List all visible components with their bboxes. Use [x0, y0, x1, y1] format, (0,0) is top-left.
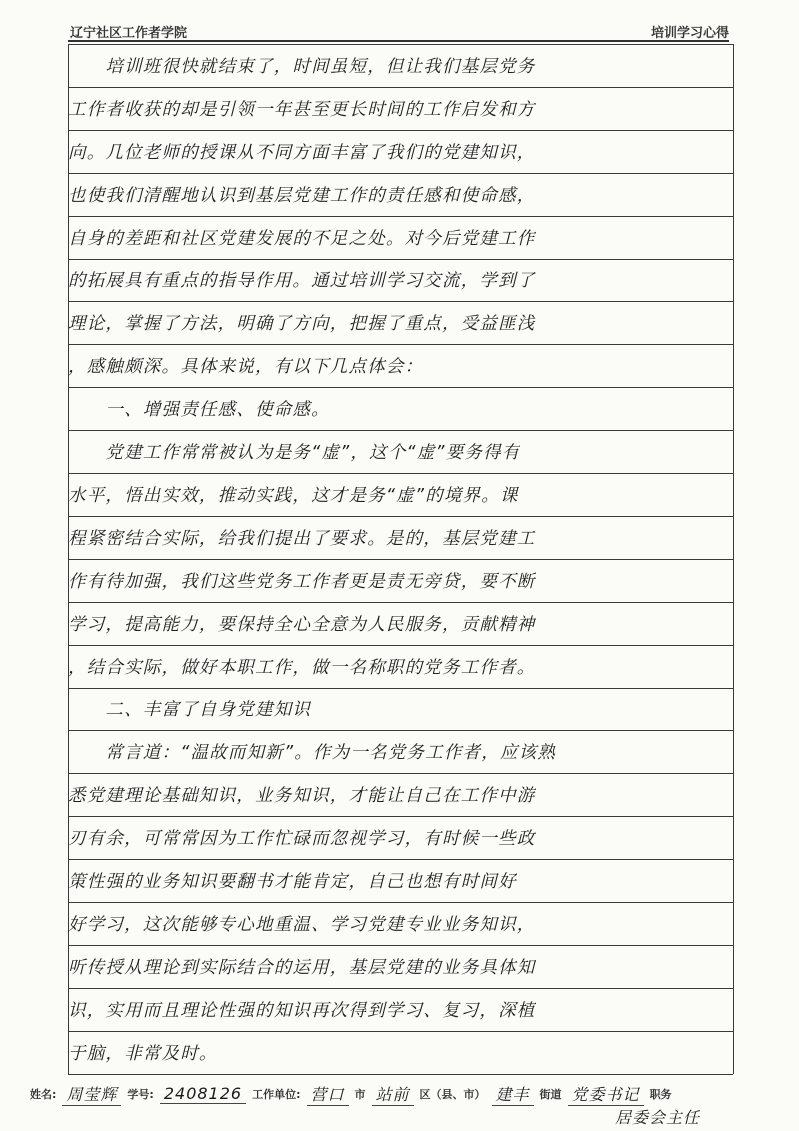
text-line	[68, 173, 733, 216]
name-label: 姓名:	[30, 1088, 57, 1101]
line-text: 程紧密结合实际，给我们提出了要求。是的，基层党建工	[68, 528, 536, 549]
line-text: 学习，提高能力，要保持全心全意为人民服务，贡献精神	[68, 614, 536, 635]
text-line	[68, 602, 733, 645]
text-line	[68, 344, 733, 387]
text-line	[68, 988, 733, 1031]
unit-label: 工作单位:	[252, 1088, 301, 1101]
text-line	[68, 902, 733, 945]
text-line	[68, 730, 733, 773]
line-text: 作有待加强，我们这些党务工作者更是责无旁贷，要不断	[68, 571, 536, 592]
text-line	[68, 688, 733, 731]
line-text: 一、增强责任感、使命感。	[68, 400, 330, 421]
position-value: 党委书记	[568, 1082, 644, 1106]
text-line	[68, 645, 733, 688]
footer-info	[30, 1080, 769, 1108]
text-line	[68, 859, 733, 902]
line-text: 策性强的业务知识要翻书才能肯定，自己也想有时间好	[68, 872, 517, 893]
grid-line	[68, 1074, 733, 1075]
id-label: 学号:	[127, 1088, 154, 1101]
header-school-name: 辽宁社区工作者学院	[70, 25, 188, 41]
text-line	[68, 216, 733, 259]
text-line	[68, 816, 733, 859]
header-doc-title: 培训学习心得	[650, 25, 729, 41]
district-value: 站前	[372, 1082, 414, 1106]
text-line	[68, 945, 733, 988]
name-value: 周莹辉	[62, 1082, 121, 1106]
line-text: 培训班很快就结束了，时间虽短，但让我们基层党务	[68, 56, 536, 77]
text-line	[68, 44, 733, 87]
street-value: 建丰	[492, 1082, 534, 1106]
line-text: 工作者收获的却是引领一年甚至更长时间的工作启发和方	[68, 99, 536, 120]
text-line	[68, 259, 733, 302]
line-text: 也使我们清醒地认识到基层党建工作的责任感和使命感，	[68, 185, 536, 206]
header-rule	[68, 40, 729, 42]
text-line	[68, 473, 733, 516]
city-value: 营口	[307, 1082, 349, 1106]
text-line	[68, 87, 733, 130]
line-text: 听传授从理论到实际结合的运用，基层党建的业务具体知	[68, 957, 536, 978]
id-value: 2408126	[160, 1084, 246, 1104]
street-label: 街道	[539, 1088, 562, 1101]
district-label: 区（县、市）	[419, 1088, 486, 1101]
position-extra: 居委会主任	[615, 1108, 701, 1127]
grid-border	[733, 44, 734, 1074]
city-label: 市	[354, 1088, 366, 1101]
line-text: 理论，掌握了方法，明确了方向，把握了重点，受益匪浅	[68, 314, 536, 335]
text-line	[68, 516, 733, 559]
line-text: 向。几位老师的授课从不同方面丰富了我们的党建知识，	[68, 142, 536, 163]
line-text: 自身的差距和社区党建发展的不足之处。对今后党建工作	[68, 228, 536, 249]
text-line	[68, 773, 733, 816]
line-text: 的拓展具有重点的指导作用。通过培训学习交流，学到了	[68, 271, 536, 292]
text-line	[68, 559, 733, 602]
line-text: ，结合实际，做好本职工作，做一名称职的党务工作者。	[68, 657, 536, 678]
line-text: 好学习，这次能够专心地重温、学习党建专业业务知识，	[68, 914, 536, 935]
writing-grid	[68, 44, 733, 1074]
line-text: 识，实用而且理论性强的知识再次得到学习、复习，深植	[68, 1000, 536, 1021]
text-line	[68, 130, 733, 173]
line-text: 水平，悟出实效，推动实践，这才是务“虚”的境界。课	[68, 485, 519, 506]
text-line	[68, 1031, 733, 1074]
line-text: 悉党建理论基础知识，业务知识，才能让自己在工作中游	[68, 786, 536, 807]
text-line	[68, 430, 733, 473]
line-text: 二、丰富了自身党建知识	[68, 700, 312, 721]
line-text: ，感触颇深。具体来说，有以下几点体会：	[68, 357, 424, 378]
line-text: 刃有余，可常常因为工作忙碌而忽视学习，有时候一些政	[68, 829, 536, 850]
text-line	[68, 387, 733, 430]
line-text: 党建工作常常被认为是务“虚”，这个“虚”要务得有	[68, 443, 521, 464]
line-text: 常言道：“温故而知新”。作为一名党务工作者，应该熟	[68, 743, 557, 764]
text-line	[68, 301, 733, 344]
position-label: 职务	[649, 1088, 672, 1101]
line-text: 于脑，非常及时。	[68, 1043, 218, 1064]
